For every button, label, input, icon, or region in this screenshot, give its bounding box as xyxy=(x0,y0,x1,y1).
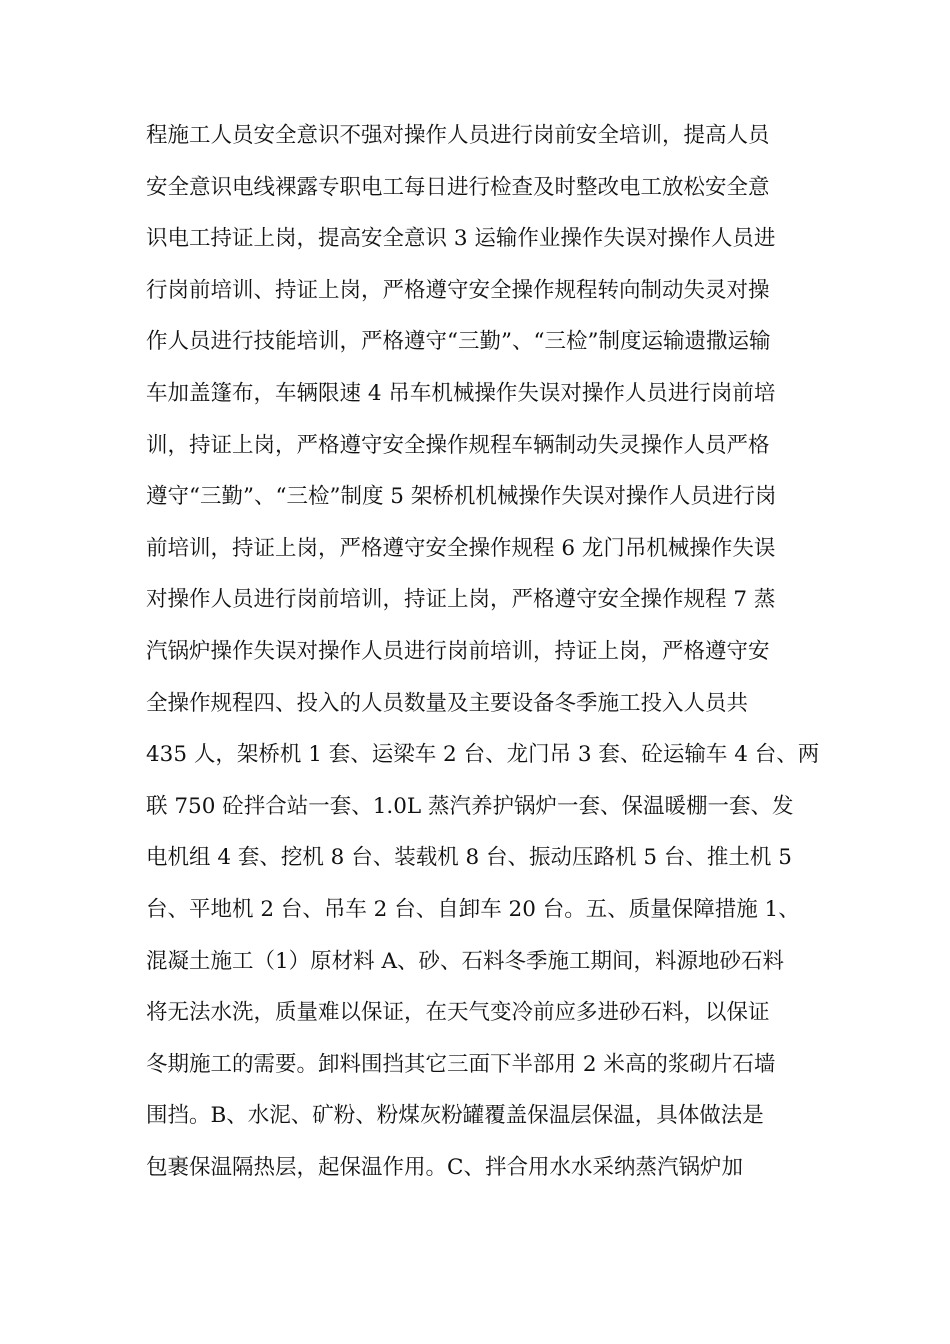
body-text xyxy=(146,117,826,1200)
text-line: 前培训，持证上岗，严格遵守安全操作规程 6 龙门吊机械操作失误 xyxy=(146,535,776,561)
text-line: 训，持证上岗，严格遵守安全操作规程车辆制动失灵操作人员严格 xyxy=(146,432,770,458)
text-line: 程施工人员安全意识不强对操作人员进行岗前安全培训，提高人员 xyxy=(146,123,770,148)
text-line: 汽锅炉操作失误对操作人员进行岗前培训，持证上岗，严格遵守安 xyxy=(146,638,770,664)
text-line: 电机组 4 套、挖机 8 台、装载机 8 台、振动压路机 5 台、推土机 5 xyxy=(146,845,792,871)
text-line: 联 750 砼拌合站一套、1.0L 蒸汽养护锅炉一套、保温暖棚一套、发 xyxy=(146,793,794,819)
text-line: 遵守“三勤”、“三检”制度 5 架桥机机械操作失误对操作人员进行岗 xyxy=(146,484,777,510)
text-line: 包裹保温隔热层，起保温作用。C、拌合用水水采纳蒸汽锅炉加 xyxy=(146,1154,743,1180)
text-line: 识电工持证上岗，提高安全意识 3 运输作业操作失误对操作人员进 xyxy=(146,226,776,252)
text-line: 围挡。B、水泥、矿粉、粉煤灰粉罐覆盖保温层保温，具体做法是 xyxy=(146,1103,764,1129)
text-line: 台、平地机 2 台、吊车 2 台、自卸车 20 台。五、质量保障措施 1、 xyxy=(146,896,800,922)
text-line: 冬期施工的需要。卸料围挡其它三面下半部用 2 米高的浆砌片石墙 xyxy=(146,1051,776,1077)
text-line: 安全意识电线裸露专职电工每日进行检查及时整改电工放松安全意 xyxy=(146,174,770,200)
text-line: 混凝土施工（1）原材料 A、砂、石料冬季施工期间，料源地砂石料 xyxy=(146,948,785,974)
text-line: 作人员进行技能培训，严格遵守“三勤”、“三检”制度运输遗撒运输 xyxy=(146,329,771,355)
text-line: 车加盖篷布，车辆限速 4 吊车机械操作失误对操作人员进行岗前培 xyxy=(146,380,776,406)
text-line: 行岗前培训、持证上岗，严格遵守安全操作规程转向制动失灵对操 xyxy=(146,277,770,303)
text-line: 全操作规程四、投入的人员数量及主要设备冬季施工投入人员共 xyxy=(146,690,749,716)
text-line: 对操作人员进行岗前培训，持证上岗，严格遵守安全操作规程 7 蒸 xyxy=(146,587,776,613)
text-line: 435 人，架桥机 1 套、运梁车 2 台、龙门吊 3 套、砼运输车 4 台、两 xyxy=(146,742,820,768)
text-line: 将无法水洗，质量难以保证，在天气变冷前应多进砂石料，以保证 xyxy=(146,1000,770,1026)
